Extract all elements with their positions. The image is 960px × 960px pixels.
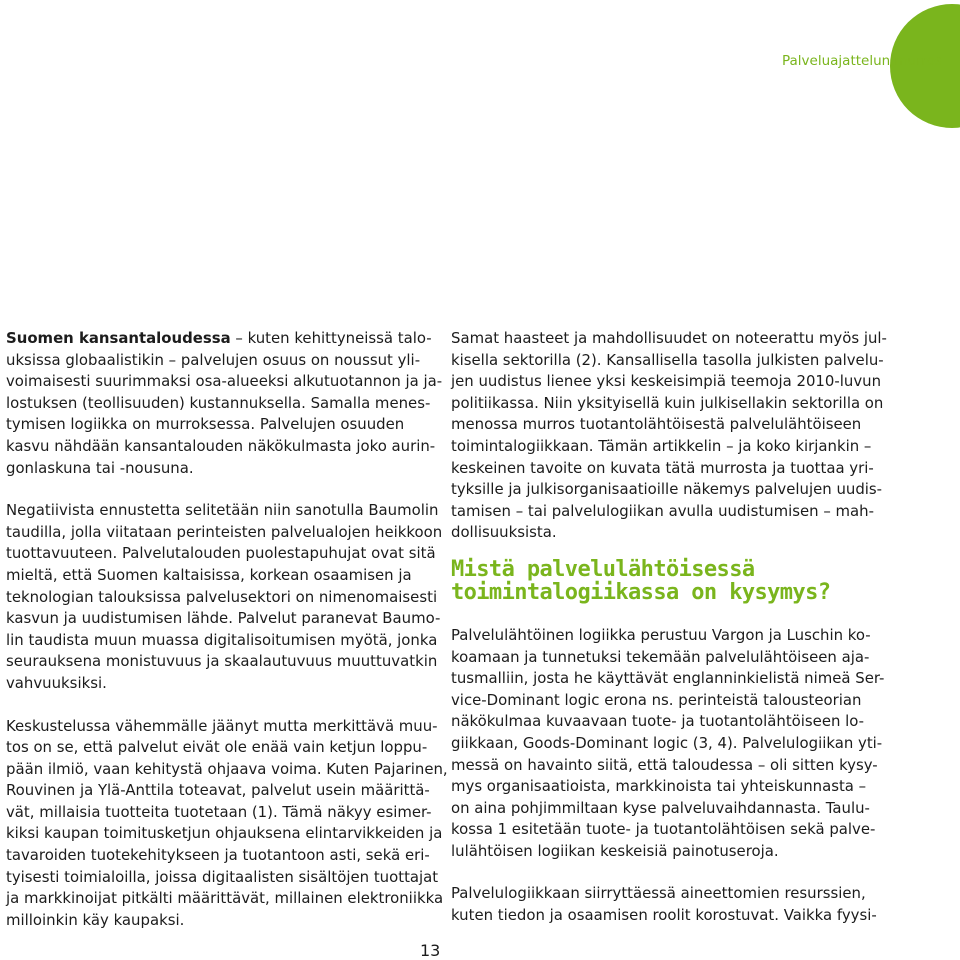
text-line [6, 328, 432, 350]
heading-line: Mistä palvelulähtöisessä [451, 556, 755, 582]
text-line: kiksi kaupan toimitusketjun ohjauksena elintarvikkeiden ja [6, 824, 443, 843]
text-line: tymisen logiikka on murroksessa. Palvelujen osuuden [6, 415, 405, 434]
text-line-rest: – kuten kehittyneissä talo- [230, 329, 432, 347]
text-line: taudilla, jolla viitataan perinteisten palvelualojen heikkoon [6, 522, 443, 541]
text-line: Keskustelussa vähemmälle jäänyt mutta merkittävä muu- [6, 716, 438, 735]
text-line: milloinkin käy kaupaksi. [6, 910, 185, 929]
left-paragraph-2 [6, 500, 443, 694]
paragraph-gap [6, 695, 420, 716]
text-line: vice-Dominant logic erona ns. perinteistä talousteorian [451, 690, 862, 709]
text-line: vahvuuksiksi. [6, 673, 107, 692]
text-line: toimintalogiikkaan. Tämän artikkelin – ja koko kirjankin – [451, 436, 872, 455]
text-line: koamaan ja tunnetuksi tekemään palvelulähtöiseen aja- [451, 647, 870, 666]
text-line: Palvelulähtöinen logiikka perustuu Vargon ja Luschin ko- [451, 625, 871, 644]
section-heading [451, 558, 863, 604]
text-line: kasvu nähdään kansantalouden näkökulmasta joko aurin- [6, 436, 436, 455]
text-line: menossa murros tuotantolähtöisestä palvelulähtöiseen [451, 415, 862, 434]
text-line: Negatiivista ennustetta selitetään niin sanotulla Baumolin [6, 501, 439, 520]
right-paragraph-3 [451, 883, 877, 926]
text-line: kisella sektorilla (2). Kansallisella tasolla julkisten palvelu- [451, 350, 884, 369]
text-line: messä on havainto siitä, että taloudessa – oli sitten kysy- [451, 755, 878, 774]
heading-line: toimintalogiikassa on kysymys? [451, 579, 831, 605]
text-line: jen uudistus lienee yksi keskeisimpiä teemoja 2010-luvun [451, 372, 882, 391]
text-line: kasvun ja uudistumisen lähde. Palvelut paranevat Baumo- [6, 609, 441, 628]
text-line: Samat haasteet ja mahdollisuudet on noteerattu myös jul- [451, 329, 887, 347]
text-line: uksissa globaalistikin – palvelujen osuus on noussut yli- [6, 350, 421, 369]
text-line: tavaroiden tuotekehitykseen ja tuotantoon asti, sekä eri- [6, 846, 430, 865]
text-line: ja markkinoijat pitkälti määrittävät, millainen elektroniikka [6, 889, 444, 908]
text-line: voimaisesti suurimmaksi osa-alueeksi alkutuotannon ja ja- [6, 372, 443, 391]
text-line: tuottavuuteen. Palvelutalouden puolestapuhujat ovat sitä [6, 544, 436, 563]
text-line: tyisesti toimialoilla, joissa digitaalisten sisältöjen tuottajat [6, 867, 439, 886]
lead-in-bold: Suomen kansantaloudessa [6, 329, 231, 347]
paragraph-gap [451, 862, 863, 883]
text-line: seurauksena monistuvuus ja skaalautuvuus muuttuvatkin [6, 652, 438, 671]
right-paragraph-1 [451, 328, 887, 544]
text-line: vät, millaisia tuotteita tuotetaan (1). Tämä näkyy esimer- [6, 802, 432, 821]
text-line: teknologian talouksissa palvelusektori on nimenomaisesti [6, 587, 438, 606]
text-line: on aina pohjimmiltaan kyse palveluvaihdannasta. Taulu- [451, 798, 870, 817]
right-column [451, 328, 887, 927]
text-line: Rouvinen ja Ylä-Anttila toteavat, palvelut usein määrittä- [6, 781, 430, 800]
text-line: tamisen – tai palvelulogiikan avulla uudistumisen – mah- [451, 501, 874, 520]
text-line: keskeinen tavoite on kuvata tätä murrosta ja tuottaa yri- [451, 458, 874, 477]
text-line: giikkaan, Goods-Dominant logic (3, 4). Palvelulogiikan yti- [451, 733, 883, 752]
text-line: dollisuuksista. [451, 523, 557, 542]
text-line: kuten tiedon ja osaamisen roolit korostuvat. Vaikka fyysi- [451, 906, 877, 925]
left-paragraph-1 [6, 328, 443, 479]
text-line: mys organisaatioista, markkinoista tai yhteiskunnasta – [451, 777, 867, 796]
text-line: mieltä, että Suomen kaltaisissa, korkean osaamisen ja [6, 565, 412, 584]
text-line: tyksille ja julkisorganisaatioille näkemys palvelujen uudis- [451, 480, 883, 499]
text-line: politiikassa. Niin yksityisellä kuin julkisellakin sektorilla on [451, 393, 884, 412]
right-paragraph-2 [451, 625, 885, 863]
text-line: näkökulmaa kuvaavaan tuote- ja tuotantolähtöiseen lo- [451, 712, 865, 731]
paragraph-gap [451, 604, 863, 625]
text-line: lin taudista muun muassa digitalisoitumisen myötä, jonka [6, 630, 438, 649]
text-line: tos on se, että palvelut eivät ole enää vain ketjun loppu- [6, 738, 428, 757]
page-number: 13 [420, 941, 441, 960]
text-line: tusmalliin, josta he käyttävät englanninkielistä nimeä Ser- [451, 669, 885, 688]
left-paragraph-3 [6, 716, 448, 932]
running-header: Palveluajattelun murros [782, 53, 943, 69]
left-column [6, 328, 448, 931]
text-line: lostuksen (teollisuuden) kustannuksella. Samalla menes- [6, 393, 431, 412]
text-line: Palvelulogiikkaan siirryttäessä aineettomien resurssien, [451, 884, 866, 903]
text-line: gonlaskuna tai -nousuna. [6, 458, 194, 477]
text-line: lulähtöisen logiikan keskeisiä painotuseroja. [451, 841, 779, 860]
text-line: pään ilmiö, vaan kehitystä ohjaava voima. Kuten Pajarinen, [6, 759, 448, 778]
paragraph-gap [6, 479, 420, 500]
text-line: kossa 1 esitetään tuote- ja tuotantolähtöisen sekä palve- [451, 820, 876, 839]
